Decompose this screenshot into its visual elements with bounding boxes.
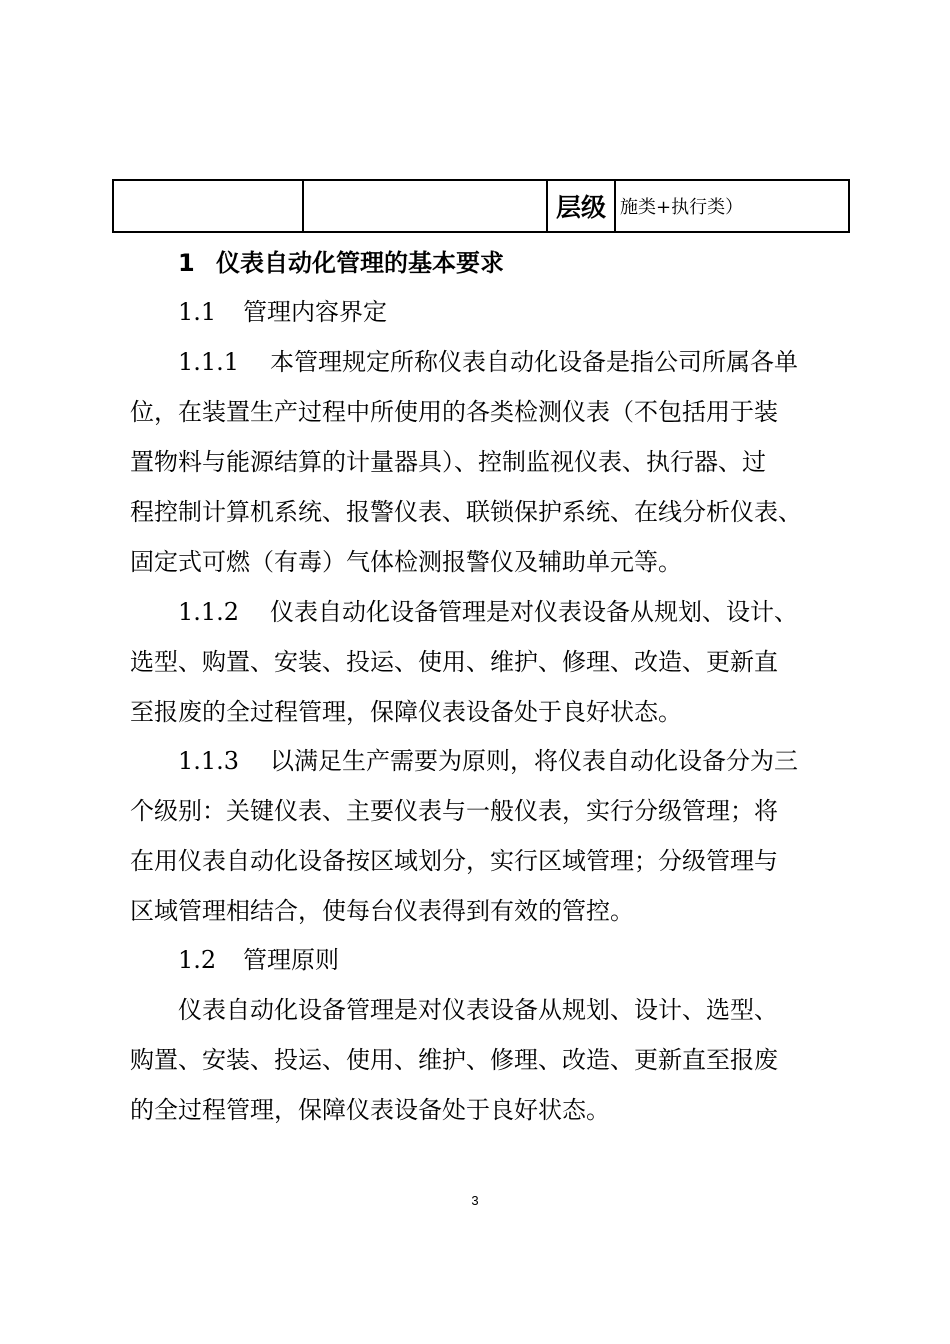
section-heading-1 <box>178 248 504 278</box>
paragraph-line: 在用仪表自动化设备按区域划分，实行区域管理；分级管理与 <box>130 847 778 875</box>
section-heading-1-2 <box>178 945 339 975</box>
table-cell-empty-1 <box>113 180 303 232</box>
section-heading-1-1 <box>178 297 387 327</box>
paragraph-line: 程控制计算机系统、报警仪表、联锁保护系统、在线分析仪表、 <box>130 498 802 526</box>
paragraph-line: 的全过程管理，保障仪表设备处于良好状态。 <box>130 1096 610 1124</box>
heading-number: 1.1 <box>178 298 217 326</box>
clause-number: 1.1.3 <box>178 747 240 775</box>
heading-title: 管理原则 <box>243 946 339 974</box>
heading-number: 1 <box>178 249 195 277</box>
line-text: 以满足生产需要为原则，将仪表自动化设备分为三 <box>270 747 798 775</box>
paragraph-line: 个级别：关键仪表、主要仪表与一般仪表，实行分级管理；将 <box>130 797 778 825</box>
table-cell-level: 层级 <box>547 180 615 232</box>
header-table <box>112 179 850 233</box>
paragraph-line: 置物料与能源结算的计量器具）、控制监视仪表、执行器、过 <box>130 448 766 476</box>
line-text: 本管理规定所称仪表自动化设备是指公司所属各单 <box>270 348 798 376</box>
paragraph-line: 购置、安装、投运、使用、维护、修理、改造、更新直至报废 <box>130 1046 778 1074</box>
paragraph-line: 固定式可燃（有毒）气体检测报警仪及辅助单元等。 <box>130 548 682 576</box>
line-text: 仪表自动化设备管理是对仪表设备从规划、设计、 <box>270 598 798 626</box>
paragraph-line <box>178 597 798 627</box>
table-cell-empty-2 <box>303 180 547 232</box>
page-number: 3 <box>471 1193 479 1208</box>
paragraph-line <box>178 746 798 776</box>
paragraph-line: 区域管理相结合，使每台仪表得到有效的管控。 <box>130 897 634 925</box>
heading-title: 管理内容界定 <box>243 298 387 326</box>
table-cell-category: 施类+执行类） <box>615 180 849 232</box>
paragraph-line: 位，在装置生产过程中所使用的各类检测仪表（不包括用于装 <box>130 398 778 426</box>
clause-number: 1.1.2 <box>178 598 240 626</box>
clause-number: 1.1.1 <box>178 348 240 376</box>
paragraph-line: 选型、购置、安装、投运、使用、维护、修理、改造、更新直 <box>130 648 778 676</box>
paragraph-line: 仪表自动化设备管理是对仪表设备从规划、设计、选型、 <box>178 996 778 1024</box>
heading-number: 1.2 <box>178 946 217 974</box>
paragraph-line <box>178 347 798 377</box>
heading-title: 仪表自动化管理的基本要求 <box>216 249 504 277</box>
paragraph-line: 至报废的全过程管理，保障仪表设备处于良好状态。 <box>130 698 682 726</box>
table-row <box>113 180 849 232</box>
